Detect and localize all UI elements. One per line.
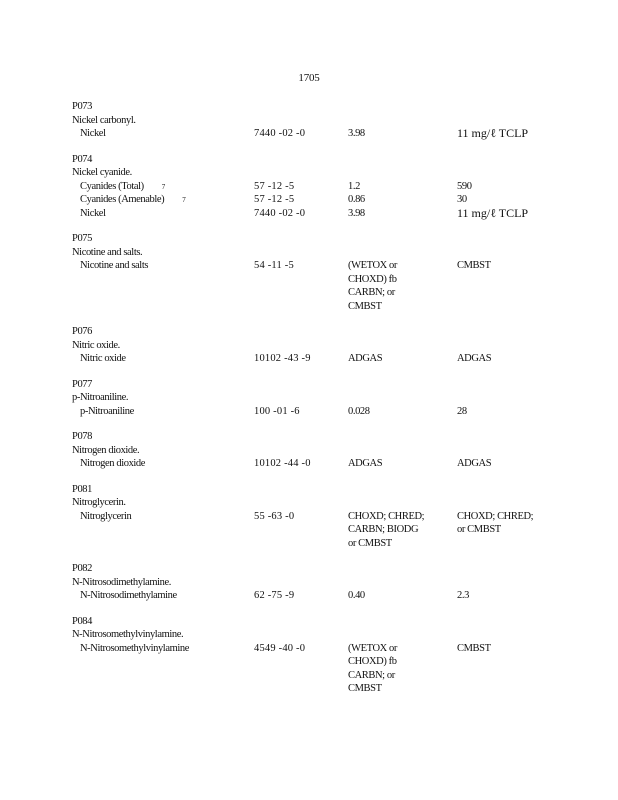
constituent-row xyxy=(72,180,552,194)
standard-line: ADGAS xyxy=(457,458,492,469)
waste-description: N-Nitrosodimethylamine. xyxy=(72,576,171,588)
standard-line: 3.98 xyxy=(348,128,365,139)
waste-description: Nicotine and salts. xyxy=(72,246,143,258)
standard-line: CMBST xyxy=(348,300,382,312)
waste-code: P077 xyxy=(72,378,92,390)
constituent-label: p-Nitroaniline xyxy=(80,405,134,417)
standard-line: ADGAS xyxy=(457,353,492,364)
standard-line: 0.86 xyxy=(348,194,365,205)
constituent-name xyxy=(80,127,106,141)
constituent-row xyxy=(72,207,552,221)
cas-number: 57 -12 -5 xyxy=(254,180,295,192)
standard-line: or CMBST xyxy=(457,524,501,535)
nonwastewater-standard xyxy=(457,510,552,537)
cas-number: 10102 -43 -9 xyxy=(254,353,311,364)
standard-line: 0.40 xyxy=(348,590,365,601)
standard-line: 0.028 xyxy=(348,405,370,417)
standard-line: 1.2 xyxy=(348,180,360,192)
constituent-row xyxy=(72,127,552,141)
wastewater-standard xyxy=(348,510,443,551)
waste-description: Nitroglycerin. xyxy=(72,497,126,508)
constituent-label: Nickel xyxy=(80,207,106,219)
constituent-name xyxy=(80,642,189,656)
nonwastewater-standard xyxy=(457,352,552,366)
constituent-label: Nitroglycerin xyxy=(80,510,132,522)
standard-line: CHOXD; CHRED; xyxy=(457,510,534,522)
standard-line: 2.3 xyxy=(457,590,469,601)
waste-code: P082 xyxy=(72,563,92,574)
nonwastewater-standard xyxy=(457,405,552,419)
constituent-label: N-Nitrosodimethylamine xyxy=(80,590,177,601)
constituent-row xyxy=(72,193,552,207)
waste-description: N-Nitrosomethylvinylamine. xyxy=(72,629,184,640)
nonwastewater-standard xyxy=(457,180,552,194)
wastewater-standard xyxy=(348,642,443,696)
standard-line: CHOXD) fb xyxy=(348,656,397,667)
constituent-label: Nickel xyxy=(80,128,106,139)
cas-number: 4549 -40 -0 xyxy=(254,642,306,654)
wastewater-standard xyxy=(348,127,443,141)
cas-number: 54 -11 -5 xyxy=(254,260,294,271)
constituent-label: Nicotine and salts xyxy=(80,260,149,271)
footnote-marker: 7 xyxy=(161,182,165,191)
standard-line: CHOXD; CHRED; xyxy=(348,510,425,522)
footnote-marker: 7 xyxy=(182,196,186,204)
cas-number: 10102 -44 -0 xyxy=(254,458,311,469)
standard-line: 590 xyxy=(457,180,472,192)
nonwastewater-standard xyxy=(457,259,552,273)
wastewater-standard xyxy=(348,207,443,221)
waste-code: P074 xyxy=(72,153,92,165)
wastewater-standard xyxy=(348,405,443,419)
constituent-name xyxy=(80,193,185,208)
nonwastewater-standard xyxy=(457,457,552,471)
standard-line: 11 mg/ℓ TCLP xyxy=(457,205,529,220)
standard-line: 30 xyxy=(457,194,467,205)
constituent-name xyxy=(80,457,145,471)
constituent-label: Cyanides (Amenable) xyxy=(80,194,165,205)
constituent-label: Cyanides (Total) xyxy=(80,180,144,192)
waste-code: P075 xyxy=(72,233,92,244)
wastewater-standard xyxy=(348,589,443,603)
constituent-label: N-Nitrosomethylvinylamine xyxy=(80,642,189,654)
page-number: 1705 xyxy=(298,72,320,84)
constituent-name xyxy=(80,352,126,366)
standard-line: CMBST xyxy=(457,260,491,271)
constituent-name xyxy=(80,207,106,221)
waste-code: P084 xyxy=(72,615,92,627)
nonwastewater-standard xyxy=(457,589,552,603)
constituent-label: Nitrogen dioxide xyxy=(80,458,146,469)
waste-description: Nitrogen dioxide. xyxy=(72,444,140,456)
constituent-label: Nitric oxide xyxy=(80,353,126,364)
wastewater-standard xyxy=(348,259,443,313)
waste-entry xyxy=(72,153,552,221)
standard-line: (WETOX or xyxy=(348,260,397,271)
waste-description: Nickel carbonyl. xyxy=(72,114,136,126)
waste-entry xyxy=(72,325,552,366)
standard-line: 28 xyxy=(457,405,467,417)
constituent-row xyxy=(72,642,552,696)
nonwastewater-standard xyxy=(457,642,552,656)
standard-line: ADGAS xyxy=(348,353,383,364)
waste-code: P076 xyxy=(72,326,92,337)
waste-entry xyxy=(72,232,552,313)
constituent-name xyxy=(80,589,177,603)
constituent-name xyxy=(80,510,131,524)
standard-line: 3.98 xyxy=(348,207,365,219)
cas-number: 7440 -02 -0 xyxy=(254,207,306,219)
constituent-row xyxy=(72,259,552,313)
waste-code: P078 xyxy=(72,431,92,442)
cas-number: 55 -63 -0 xyxy=(254,510,295,522)
waste-description: Nitric oxide. xyxy=(72,339,120,351)
constituent-name xyxy=(80,180,165,195)
standard-line: or CMBST xyxy=(348,537,392,549)
waste-description: Nickel cyanide. xyxy=(72,167,132,178)
waste-entry xyxy=(72,615,552,696)
constituent-name xyxy=(80,405,134,419)
standard-line: ADGAS xyxy=(348,458,383,469)
cas-number: 57 -12 -5 xyxy=(254,194,295,205)
wastewater-standard xyxy=(348,180,443,194)
constituent-name xyxy=(80,259,148,273)
standard-line: CARBN; BIODG xyxy=(348,524,419,535)
wastewater-standard xyxy=(348,457,443,471)
standard-line: 11 mg/ℓ TCLP xyxy=(457,126,529,140)
wastewater-standard xyxy=(348,193,443,207)
waste-code-table xyxy=(72,100,552,708)
waste-entry xyxy=(72,562,552,603)
constituent-row xyxy=(72,352,552,366)
constituent-row xyxy=(72,457,552,471)
waste-entry xyxy=(72,378,552,419)
standard-line: CMBST xyxy=(348,683,382,694)
nonwastewater-standard xyxy=(457,207,552,221)
waste-entry xyxy=(72,483,552,551)
nonwastewater-standard xyxy=(457,193,552,207)
cas-number: 7440 -02 -0 xyxy=(254,128,306,139)
waste-code: P073 xyxy=(72,101,92,112)
standard-line: CHOXD) fb xyxy=(348,273,397,285)
constituent-row xyxy=(72,405,552,419)
wastewater-standard xyxy=(348,352,443,366)
standard-line: CARBN; or xyxy=(348,287,395,298)
waste-description: p-Nitroaniline. xyxy=(72,392,129,403)
standard-line: CMBST xyxy=(457,642,491,654)
cas-number: 100 -01 -6 xyxy=(254,405,300,417)
cas-number: 62 -75 -9 xyxy=(254,590,295,601)
waste-code: P081 xyxy=(72,483,92,495)
nonwastewater-standard xyxy=(457,127,552,141)
waste-entry xyxy=(72,100,552,141)
standard-line: (WETOX or xyxy=(348,642,397,654)
constituent-row xyxy=(72,510,552,551)
waste-entry xyxy=(72,430,552,471)
constituent-row xyxy=(72,589,552,603)
standard-line: CARBN; or xyxy=(348,669,395,681)
